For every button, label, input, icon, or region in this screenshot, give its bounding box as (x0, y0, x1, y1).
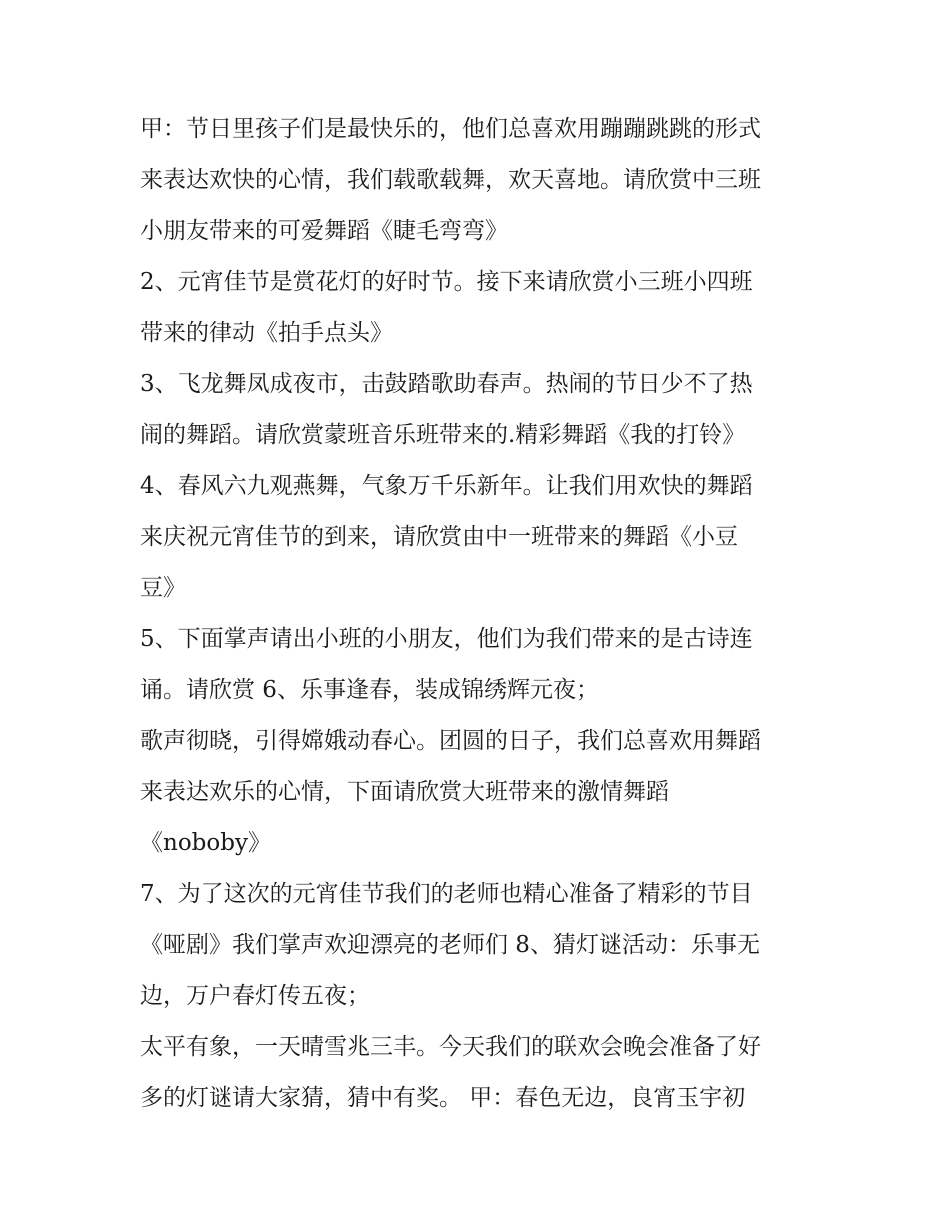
text-line: 甲：节日里孩子们是最快乐的，他们总喜欢用蹦蹦跳跳的形式 (140, 116, 761, 142)
text-line: 来表达欢快的心情，我们载歌载舞，欢天喜地。请欣赏中三班 (140, 167, 761, 193)
text-line: 来庆祝元宵佳节的到来，请欣赏由中一班带来的舞蹈《小豆 (140, 524, 738, 550)
text-line: 诵。请欣赏 6、乐事逢春，装成锦绣辉元夜； (140, 677, 599, 703)
text-line: 闹的舞蹈。请欣赏蒙班音乐班带来的.精彩舞蹈《我的打铃》 (140, 422, 746, 448)
text-line: 太平有象，一天晴雪兆三丰。今天我们的联欢会晚会准备了好 (140, 1034, 761, 1060)
text-line: 歌声彻晓，引得嫦娥动春心。团圆的日子，我们总喜欢用舞蹈 (140, 728, 761, 754)
text-line: 带来的律动《拍手点头》 (140, 320, 393, 346)
text-line: 3、飞龙舞凤成夜市，击鼓踏歌助春声。热闹的节日少不了热 (140, 371, 753, 397)
text-line: 多的灯谜请大家猜，猜中有奖。 甲：春色无边，良宵玉宇初 (140, 1085, 746, 1111)
text-line: 《noboby》 (140, 830, 271, 856)
text-line: 5、下面掌声请出小班的小朋友，他们为我们带来的是古诗连 (140, 626, 753, 652)
text-line: 2、元宵佳节是赏花灯的好时节。接下来请欣赏小三班小四班 (140, 269, 753, 295)
text-line: 《哑剧》我们掌声欢迎漂亮的老师们 8、猜灯谜活动：乐事无 (140, 932, 760, 958)
text-line: 小朋友带来的可爱舞蹈《睫毛弯弯》 (140, 218, 508, 244)
text-line: 豆》 (140, 575, 186, 601)
text-line: 4、春风六九观燕舞，气象万千乐新年。让我们用欢快的舞蹈 (140, 473, 753, 499)
text-line: 边，万户春灯传五夜； (140, 983, 370, 1009)
text-line: 来表达欢乐的心情，下面请欣赏大班带来的激情舞蹈 (140, 779, 669, 805)
document-body (140, 104, 820, 1124)
text-line: 7、为了这次的元宵佳节我们的老师也精心准备了精彩的节目 (140, 881, 753, 907)
